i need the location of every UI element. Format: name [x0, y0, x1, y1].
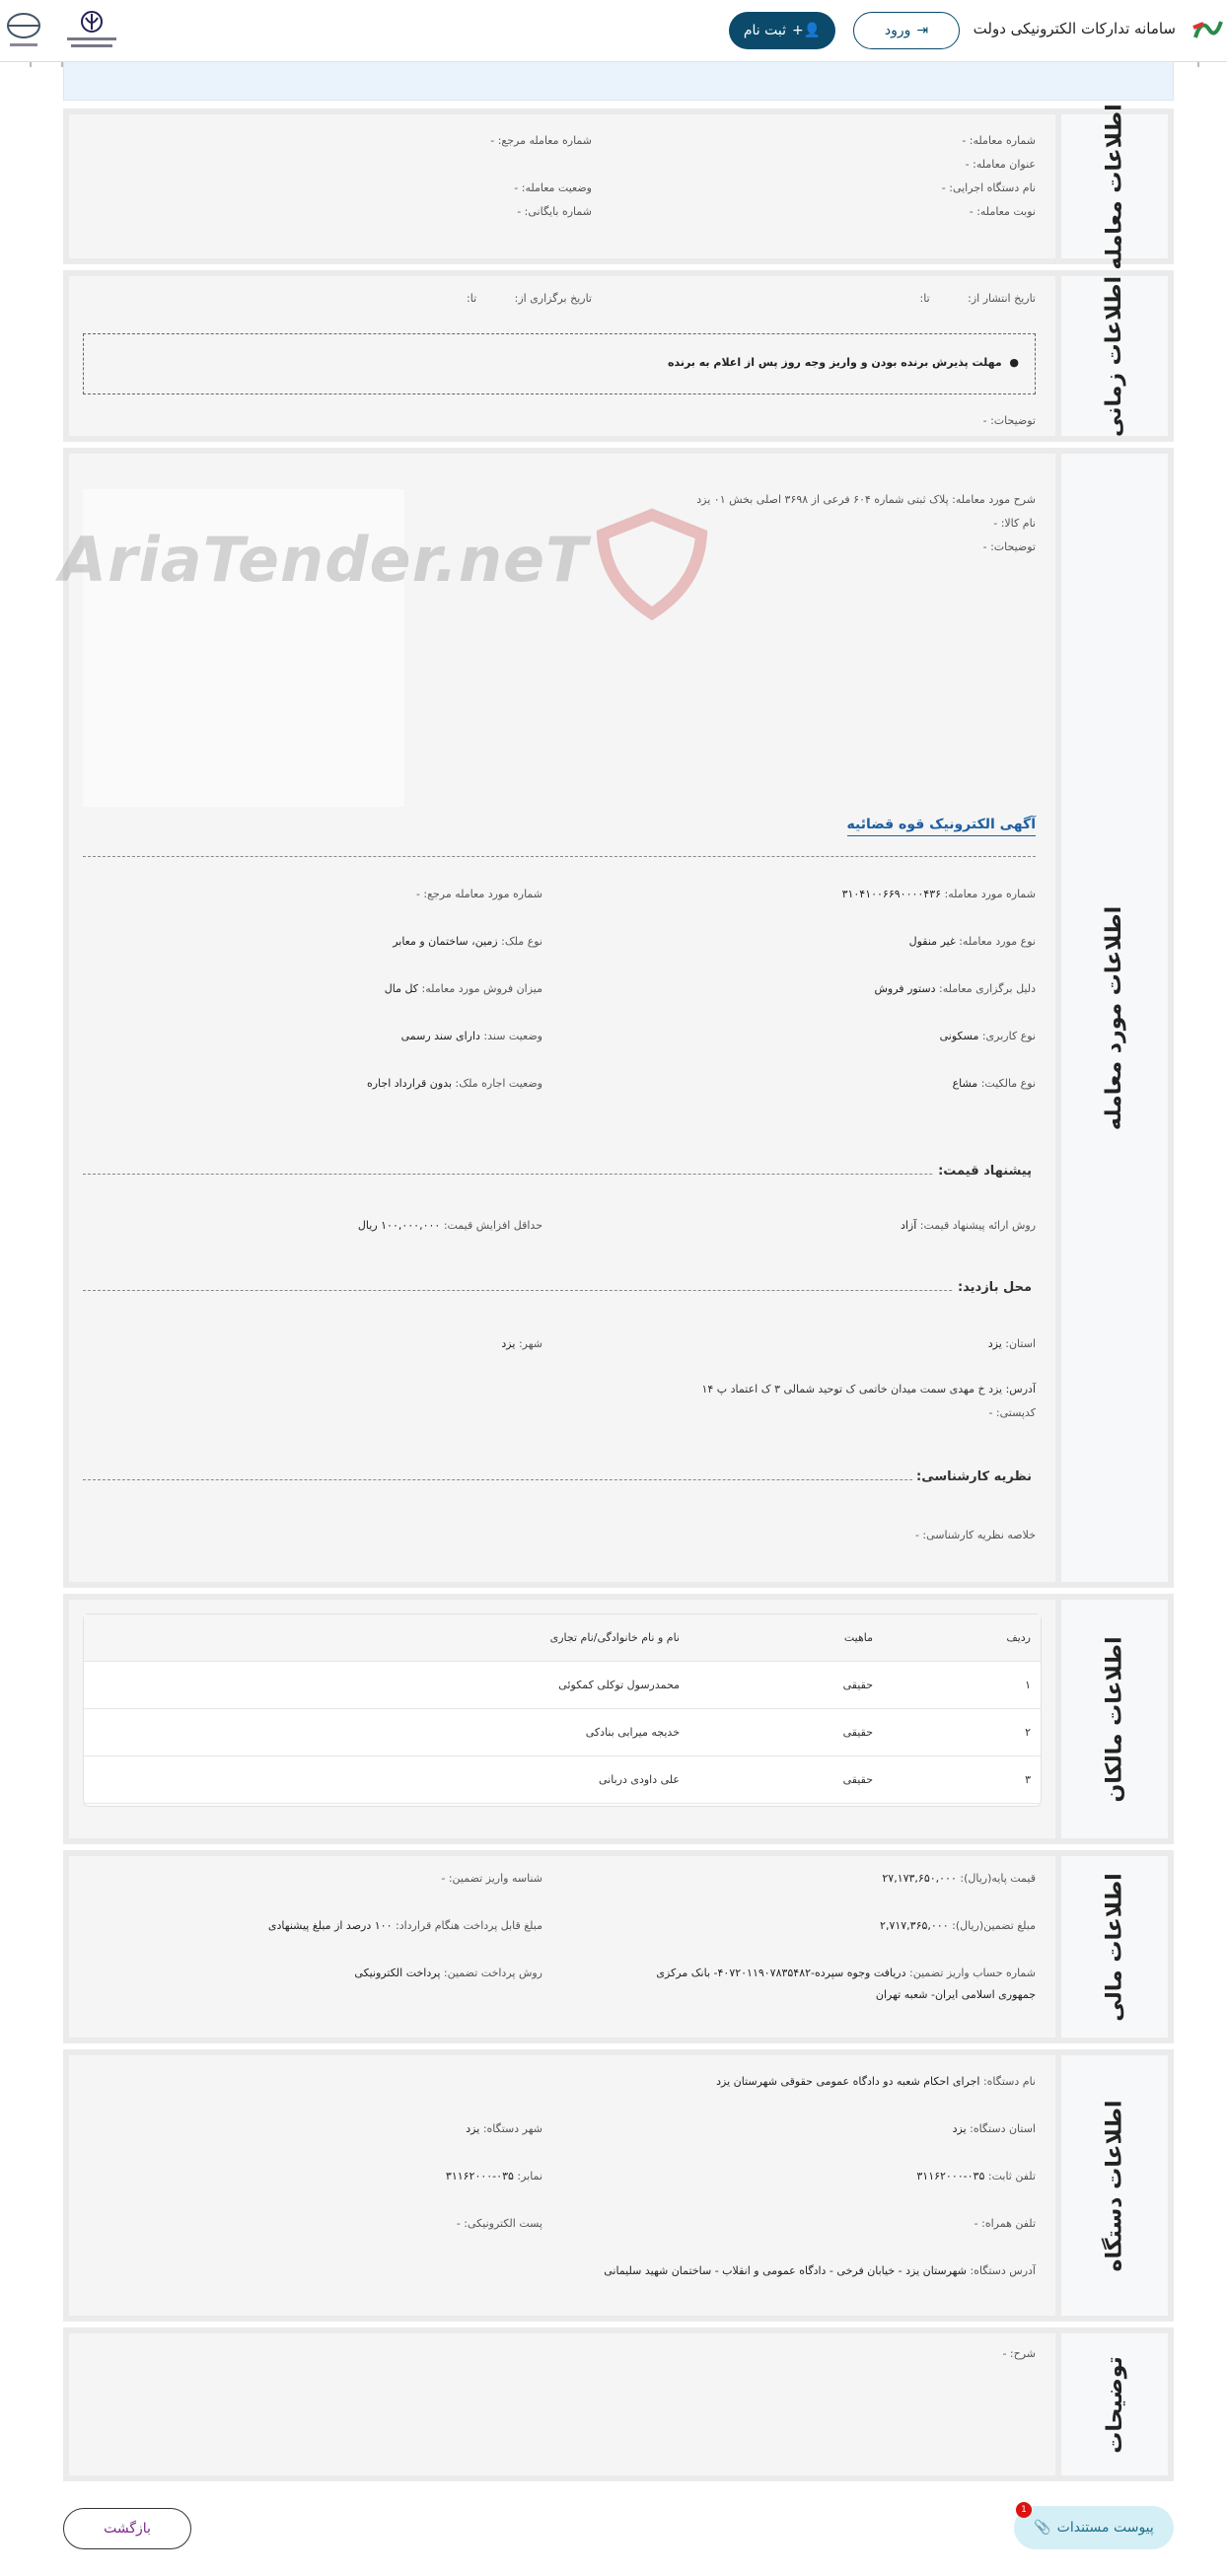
device-province: استان دستگاه: یزد	[952, 2122, 1036, 2135]
archive-number: شماره بایگانی: -	[517, 205, 592, 218]
device-mobile: تلفن همراه: -	[974, 2217, 1036, 2230]
register-label: ثبت نام	[743, 23, 786, 38]
payment-method: روش پرداخت تضمین: پرداخت الکترونیکی	[354, 1967, 542, 1979]
deal-number: شماره معامله: -	[962, 134, 1036, 147]
table-row: ۱ حقیقی محمدرسول توکلی کمکوئی	[84, 1662, 1041, 1709]
exec-device: نام دستگاه اجرایی: -	[941, 181, 1036, 194]
table-header: ردیف ماهیت نام و نام خانوادگی/نام تجاری	[84, 1614, 1041, 1662]
deal-info-section	[63, 103, 1174, 270]
hold-date: تاریخ برگزاری از: تا:	[467, 292, 592, 305]
sale-amount: میزان فروش مورد معامله: کل مال	[384, 982, 542, 995]
site-title: سامانه تدارکات الکترونیکی دولت	[973, 20, 1176, 37]
device-address: آدرس دستگاه: شهرستان یزد - خیابان فرخی - دادگاه عمومی و انقلاب - ساختمان شهید سلیمانی	[604, 2264, 1036, 2277]
time-info-section: اطلاعات زمانی تاریخ انتشار از: تا: تاریخ برگزاری از: تا: ● مهلت پذیرش برنده بودن و واریز وجه روز پس از اعلام به برنده توضیحات: -	[63, 270, 1174, 442]
info-bar	[63, 61, 1174, 101]
deal-turn: نوبت معامله: -	[969, 205, 1036, 218]
back-button[interactable]: بازگشت	[63, 2508, 191, 2549]
guarantee-id: شناسه واریز تضمین: -	[441, 1872, 542, 1885]
device-email: پست الکترونیکی: -	[456, 2217, 542, 2230]
login-icon: ⇥	[916, 23, 929, 38]
watermark-logo: AriaTender.neT	[59, 505, 716, 623]
header	[0, 0, 1227, 61]
visit-heading: محل بازدید:	[954, 1280, 1036, 1295]
item-type: نوع مورد معامله: غیر منقول	[908, 935, 1036, 948]
expert-summary: خلاصه نظریه کارشناسی: -	[914, 1529, 1036, 1541]
deal-reason: دلیل برگزاری معامله: دستور فروش	[874, 982, 1036, 995]
register-button[interactable]	[729, 12, 835, 49]
goods-name: نام کالا: -	[993, 517, 1036, 530]
visit-address: آدرس: یزد خ مهدی سمت میدان خاتمی ک توحید شمالی ۳ ک اعتماد پ ۱۴	[701, 1383, 1036, 1395]
table-row: ۲ حقیقی خدیجه میرابی بنادکی	[84, 1709, 1041, 1756]
ministry-logo	[61, 8, 122, 53]
docs-count-badge: 1	[1016, 2502, 1032, 2518]
offer-method: روش ارائه پیشنهاد قیمت: آزاد	[900, 1219, 1036, 1232]
device-section: اطلاعات دستگاه نام دستگاه: اجرای احکام شعبه دو دادگاه عمومی حقوقی شهرستان یزد استان دستگاه: یزد شهر دستگاه: یزد تلفن ثابت: ۰۳۵-۳۱۱۶۲۰۰۰ نمابر: ۰۳۵-۳۱۱۶۲۰۰۰ تلفن همراه: - پست الکترونیکی: - آدرس دستگاه: شهرستان یزد - خیابان فرخی - دادگاه عمومی و انقلاب - ساختمان شهید سلیمانی	[63, 2049, 1174, 2322]
city: شهر: یزد	[501, 1337, 542, 1350]
attach-docs-button[interactable]	[1014, 2506, 1174, 2549]
paperclip-icon: 📎	[1034, 2520, 1051, 2536]
publish-date: تاریخ انتشار از: تا:	[919, 292, 1036, 305]
province: استان: یزد	[987, 1337, 1036, 1350]
bullet-icon: ●	[1009, 356, 1019, 369]
ict-logo	[4, 8, 43, 53]
ad-title-link[interactable]: آگهی الکترونیک قوه قضائیه	[847, 817, 1037, 836]
offer-heading: پیشنهاد قیمت:	[934, 1164, 1036, 1179]
time-description: توضیحات: -	[982, 414, 1036, 427]
notice-box: ● مهلت پذیرش برنده بودن و واریز وجه روز پس از اعلام به برنده	[83, 333, 1036, 394]
contract-amount: مبلغ قابل پرداخت هنگام قرارداد: ۱۰۰ درصد از مبلغ پیشنهادی	[267, 1919, 542, 1932]
owners-section: اطلاعات مالکان ردیف ماهیت نام و نام خانوادگی/نام تجاری ۱ حقیقی محمدرسول توکلی کمکوئی ۲ حقیقی خدیجه میرابی بنادکی ۳ حقیقی علی داودی دربانی	[63, 1594, 1174, 1844]
device-fax: نمابر: ۰۳۵-۳۱۱۶۲۰۰۰	[445, 2170, 542, 2182]
finance-section: اطلاعات مالی قیمت پایه(ریال): ۲۷,۱۷۳,۶۵۰,۰۰۰ شناسه واریز تضمین: - مبلغ تضمین(ریال): ۲,۷۱۷,۳۶۵,۰۰۰ مبلغ قابل پرداخت هنگام قرارداد: ۱۰۰ درصد از مبلغ پیشنهادی شماره حساب واریز تضمین: دریافت وجوه سپرده-۴۰۷۲۰۱۱۹۰۷۸۳۵۴۸۲- بانک مرکزی جمهوری اسلامی ایران- شعبه تهران روش پرداخت تضمین: پرداخت الکترونیکی	[63, 1850, 1174, 2043]
deal-status: وضعیت معامله: -	[514, 181, 592, 194]
notes-text: شرح: -	[1002, 2347, 1036, 2360]
deal-title: عنوان معامله: -	[965, 158, 1036, 171]
deed-status: وضعیت سند: دارای سند رسمی	[400, 1030, 542, 1042]
device-name: نام دستگاه: اجرای احکام شعبه دو دادگاه عمومی حقوقی شهرستان یزد	[716, 2075, 1036, 2088]
usage-type: نوع کاربری: مسکونی	[939, 1030, 1036, 1042]
owners-table	[83, 1613, 1042, 1807]
lease-status: وضعیت اجاره ملک: بدون قرارداد اجاره	[366, 1077, 542, 1090]
postal-code: کدپستی: -	[988, 1406, 1036, 1419]
ref-item-number: شماره مورد معامله مرجع: -	[415, 888, 542, 900]
ref-deal-number: شماره معامله مرجع: -	[490, 134, 592, 147]
guarantee-account-bank: جمهوری اسلامی ایران- شعبه تهران	[875, 1988, 1036, 2001]
guarantee-amount: مبلغ تضمین(ریال): ۲,۷۱۷,۳۶۵,۰۰۰	[880, 1919, 1036, 1932]
item-number: شماره مورد معامله: ۳۱۰۴۱۰۰۶۶۹۰۰۰۰۴۳۶	[841, 888, 1036, 900]
item-description: شرح مورد معامله: پلاک ثبتی شماره ۶۰۴ فرعی از ۳۶۹۸ اصلی بخش ۰۱ یزد	[696, 493, 1036, 506]
add-user-icon: 👤+	[792, 23, 822, 38]
device-city: شهر دستگاه: یزد	[466, 2122, 542, 2135]
login-label: ورود	[884, 23, 911, 38]
login-button[interactable]	[853, 12, 960, 49]
min-increase: حداقل افزایش قیمت: ۱۰۰,۰۰۰,۰۰۰ ریال	[357, 1219, 542, 1232]
item-info-section: اطلاعات مورد معامله AriaTender.neT شرح مورد معامله: پلاک ثبتی شماره ۶۰۴ فرعی از ۳۶۹۸ اصلی بخش ۰۱ یزد نام کالا: - توضیحات: - آگهی الکترونیک قوه قضائیه شماره مورد معامله: ۳۱۰۴۱۰۰۶۶۹۰۰۰۰۴۳۶ شماره مورد معامله مرجع: - نوع مورد معامله: غیر منقول نوع ملک: زمین، ساختمان و معابر دلیل برگزاری معامله: دستور فروش میزان فروش مورد معامله: کل مال نوع کاربری: مسکونی وضعیت سند: دارای سند رسمی نوع مالکیت: مشاع وضعیت اجاره ملک: بدون قرارداد اجاره پیشنهاد قیمت: روش ارائه پیشنهاد قیمت: آزاد حداقل افزایش قیمت: ۱۰۰,۰۰۰,۰۰۰ ریال محل بازدید: استان: یزد شهر: یزد آدرس: یزد خ مهدی سمت میدان خاتمی ک توحید شمالی ۳ ک اعتماد پ ۱۴ کدپستی: - نظریه کارشناسی: خلاصه نظریه کارشناسی: -	[63, 448, 1174, 1588]
device-phone: تلفن ثابت: ۰۳۵-۳۱۱۶۲۰۰۰	[916, 2170, 1036, 2182]
docs-label: پیوست مستندات	[1056, 2520, 1154, 2536]
base-price: قیمت پایه(ریال): ۲۷,۱۷۳,۶۵۰,۰۰۰	[882, 1872, 1036, 1885]
expert-heading: نظریه کارشناسی:	[912, 1469, 1036, 1484]
table-row: ۳ حقیقی علی داودی دربانی	[84, 1756, 1041, 1804]
property-type: نوع ملک: زمین، ساختمان و معابر	[393, 935, 542, 948]
guarantee-account: شماره حساب واریز تضمین: دریافت وجوه سپرده-۴۰۷۲۰۱۱۹۰۷۸۳۵۴۸۲- بانک مرکزی	[656, 1967, 1036, 1979]
ownership-type: نوع مالکیت: مشاع	[952, 1077, 1036, 1090]
setad-logo[interactable]	[1188, 10, 1227, 49]
item-notes: توضیحات: -	[982, 540, 1036, 553]
notes-section: توضیحات شرح: -	[63, 2327, 1174, 2481]
section-label: اطلاعات معامله	[1061, 114, 1168, 258]
